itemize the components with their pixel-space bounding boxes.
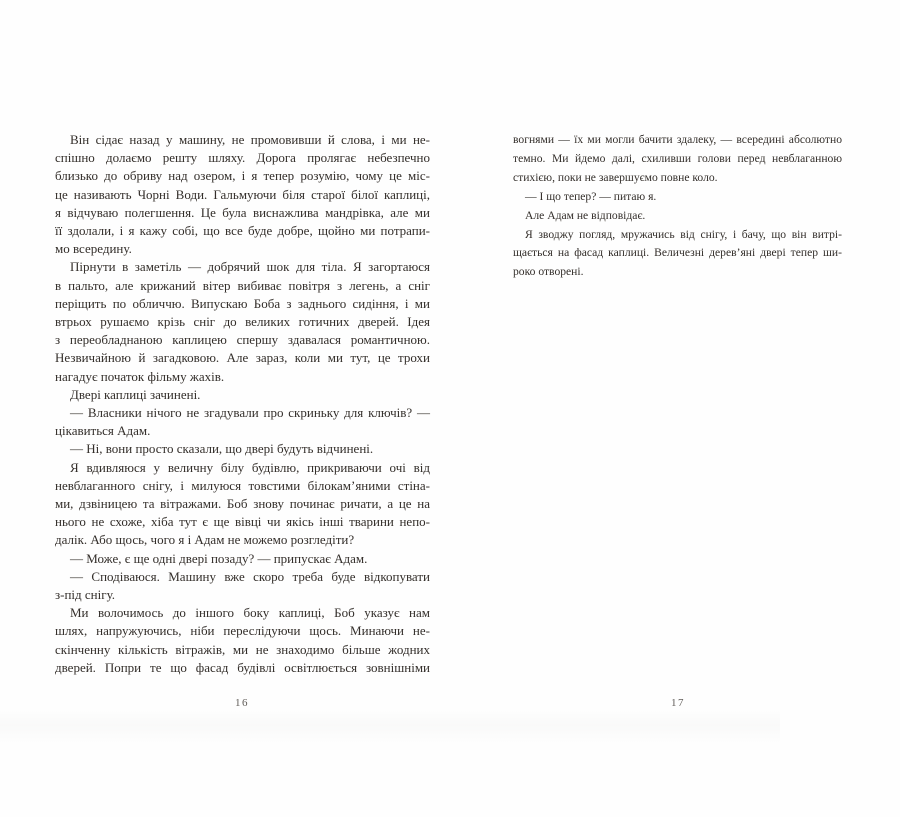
- text-line: втрьох рушаємо крізь сніг до великих готичних дверей. Ідея: [55, 314, 430, 330]
- text-line: — Сподіваюся. Машину вже скоро треба буде відкопувати: [70, 568, 430, 584]
- text-line: її здолали, і я кажу собі, що все буде добре, щойно ми потрапи-: [55, 223, 430, 239]
- text-line: Але Адам не відповідає.: [525, 208, 646, 222]
- text-line: близько до обриву над озером, і я тепер розумію, чому це міс-: [55, 168, 430, 184]
- text-line: вогнями — їх ми могли бачити здалеку, — всередині абсолютно: [513, 133, 842, 146]
- text-line: Я вдивляюся у величну білу будівлю, прикриваючи очі від: [70, 459, 430, 475]
- page-right-text-column: [513, 131, 842, 282]
- text-line: в пальто, але крижаний вітер вибиває повітря з легень, а сніг: [55, 277, 430, 293]
- text-line: періщить по обличчю. Випускаю Боба з заднього сидіння, і ми: [55, 295, 430, 311]
- text-line: з-під снігу.: [55, 587, 116, 603]
- text-line: невблаганного снігу, і милуюся товстими білокам’яними стіна-: [55, 477, 430, 493]
- text-line: цікавиться Адам.: [55, 423, 151, 439]
- text-line: нагадує початок фільму жахів.: [55, 368, 225, 384]
- text-line: роко отворені.: [513, 265, 584, 279]
- page-left-text-column: [55, 131, 430, 677]
- text-line: ми, дзвіницею та вітражами. Боб знову починає ричати, а це на: [55, 496, 430, 512]
- page-edge-shadow: [0, 710, 780, 744]
- text-line: дверей. Попри те що фасад будівлі освітлюється зовнішніми: [55, 659, 430, 675]
- text-line: шлях, напружуючись, ніби переслідуючи щось. Минаючи не-: [55, 623, 430, 639]
- text-line: це називають Чорні Води. Гальмуючи біля старої білої каплиці,: [55, 186, 430, 202]
- text-line: з переобладнаною каплицею спершу здавалася романтичною.: [55, 332, 430, 348]
- text-line: скінченну кількість вітражів, ми не знаходимо більше жодних: [55, 641, 430, 657]
- text-line: мо всередину.: [55, 241, 132, 257]
- text-line: далік. Або щось, чого я і Адам не можемо розгледіти?: [55, 532, 355, 548]
- text-line: Двері каплиці зачинені.: [70, 386, 201, 402]
- text-line: Незвичайною й загадковою. Але зараз, коли ми тут, це трохи: [55, 350, 430, 366]
- text-line: Пірнути в заметіль — добрячий шок для тіла. Я загортаюся: [70, 259, 430, 275]
- text-line: стихією, поки не завершуємо повне коло.: [513, 170, 718, 184]
- text-line: Він сідає назад у машину, не промовивши й слова, і ми не-: [70, 132, 430, 147]
- text-line: Я зводжу погляд, мружачись від снігу, і бачу, що він витрі-: [525, 227, 842, 241]
- text-line: темно. Ми йдемо далі, схиливши голови перед невблаганною: [513, 151, 842, 165]
- text-line: — І що тепер? — питаю я.: [525, 189, 657, 203]
- page-number-right: 17: [671, 697, 685, 709]
- text-line: спішно долаємо решту шляху. Дорога пролягає небезпечно: [55, 150, 430, 166]
- text-line: Ми волочимось до іншого боку каплиці, Боб указує нам: [70, 605, 430, 621]
- text-line: нього не схоже, хіба тут є ще вівці чи якісь інші тварини непо-: [55, 514, 430, 530]
- text-line: я відчуваю полегшення. Це була виснажлива мандрівка, але ми: [55, 204, 430, 220]
- text-line: — Ні, вони просто сказали, що двері будуть відчинені.: [70, 441, 374, 457]
- text-line: — Може, є ще одні двері позаду? — припускає Адам.: [70, 550, 368, 566]
- text-line: — Власники нічого не згадували про скриньку для ключів? —: [70, 405, 430, 421]
- page-number-left: 16: [235, 697, 249, 709]
- text-line: щається на фасад каплиці. Величезні дерев’яні двері тепер ши-: [513, 246, 842, 260]
